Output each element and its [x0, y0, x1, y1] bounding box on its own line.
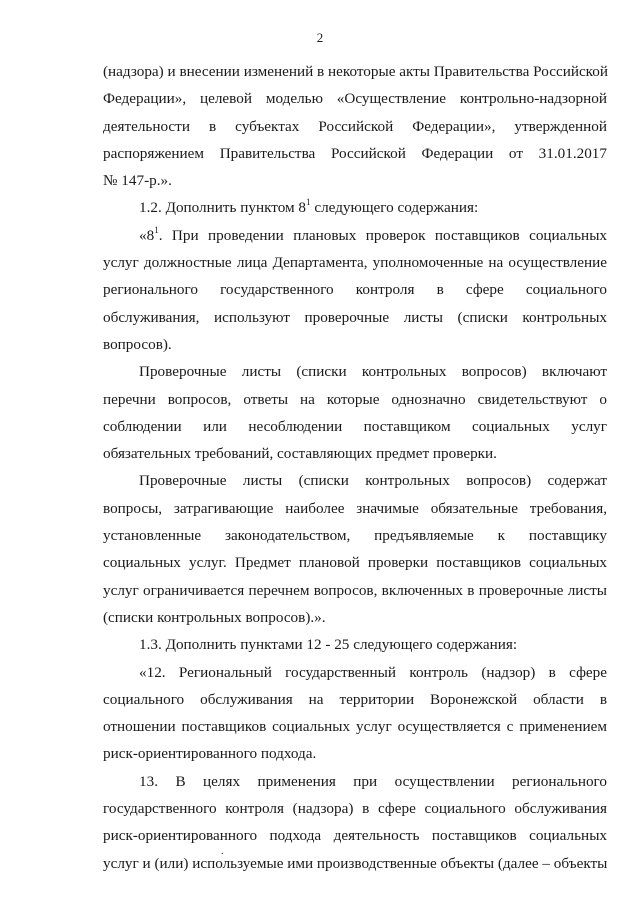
text-line: отношении поставщиков социальных услуг осуществляется с применением [103, 718, 607, 736]
paragraph-checklists-contain [103, 467, 607, 631]
text-line: риск-ориентированного подхода. [103, 745, 317, 763]
text-fragment: 1.2. Дополнить пунктом 8 [139, 199, 307, 217]
text-line: распоряжением Правительства Российской Федерации от 31.01.2017 [103, 144, 607, 162]
text-line: социального обслуживания на территории Воронежской области в [103, 690, 607, 708]
text-line: вопросы, затрагивающие наиболее значимые обязательные требования, [103, 499, 607, 517]
page-number: 2 [316, 30, 324, 45]
text-line: риск-ориентированного подхода деятельность поставщиков социальных [103, 827, 607, 845]
text-fragment: «8 [139, 226, 155, 244]
text-line: перечни вопросов, ответы на которые однозначно свидетельствуют о [103, 390, 607, 408]
text-line: услуг и (или) используемые ими производственные объекты (далее – объекты [103, 854, 608, 872]
text-line: Проверочные листы (списки контрольных вопросов) содержат [139, 472, 607, 490]
text-line: № 147-р.». [103, 172, 172, 190]
paragraph-checklists-include [103, 358, 607, 467]
paragraph-1-3 [103, 631, 607, 658]
text-line: услуг должностные лица Департамента, уполномоченные на осуществление [103, 254, 607, 272]
text-line: государственного контроля (надзора) в сфере социального обслуживания [103, 800, 607, 818]
footer-mark: . [221, 846, 224, 857]
text-line: установленные законодательством, предъявляемые к поставщику [103, 527, 607, 545]
text-line: Федерации», целевой моделью «Осуществление контрольно-надзорной [103, 90, 607, 108]
superscript: 1 [306, 197, 311, 208]
text-line: соблюдении или несоблюдении поставщиком социальных услуг [103, 417, 607, 435]
text-line [103, 194, 607, 221]
paragraph-1-2 [103, 194, 607, 221]
text-fragment: следующего содержания: [310, 199, 479, 217]
paragraph-continuation [103, 58, 607, 194]
document-body [103, 58, 607, 877]
text-line: социальных услуг. Предмет плановой проверки поставщиков социальных [103, 554, 607, 572]
text-line: регионального государственного контроля в сфере социального [103, 281, 607, 299]
paragraph-8-1 [103, 222, 607, 358]
text-line: «12. Региональный государственный контроль (надзор) в сфере [139, 663, 607, 681]
text-line: 13. В целях применения при осуществлении регионального [139, 772, 607, 790]
text-line: обязательных требований, составляющих предмет проверки. [103, 445, 497, 463]
paragraph-13 [103, 768, 607, 877]
text-line [103, 222, 607, 249]
text-line: услуг ограничивается перечнем вопросов, включенных в проверочные листы [103, 581, 607, 599]
text-fragment: . При проведении плановых проверок поставщиков социальных [158, 226, 607, 244]
superscript: 1 [154, 224, 159, 235]
text-line: вопросов). [103, 335, 172, 353]
text-line: обслуживания, используют проверочные листы (списки контрольных [103, 308, 607, 326]
paragraph-12 [103, 659, 607, 768]
text-line: (списки контрольных вопросов).». [103, 608, 326, 626]
text-line: (надзора) и внесении изменений в некоторые акты Правительства Российской [103, 63, 609, 80]
text-line: Проверочные листы (списки контрольных вопросов) включают [139, 363, 607, 381]
text-line: 1.3. Дополнить пунктами 12 - 25 следующего содержания: [139, 636, 518, 654]
text-line: деятельности в субъектах Российской Федерации», утвержденной [103, 117, 607, 135]
